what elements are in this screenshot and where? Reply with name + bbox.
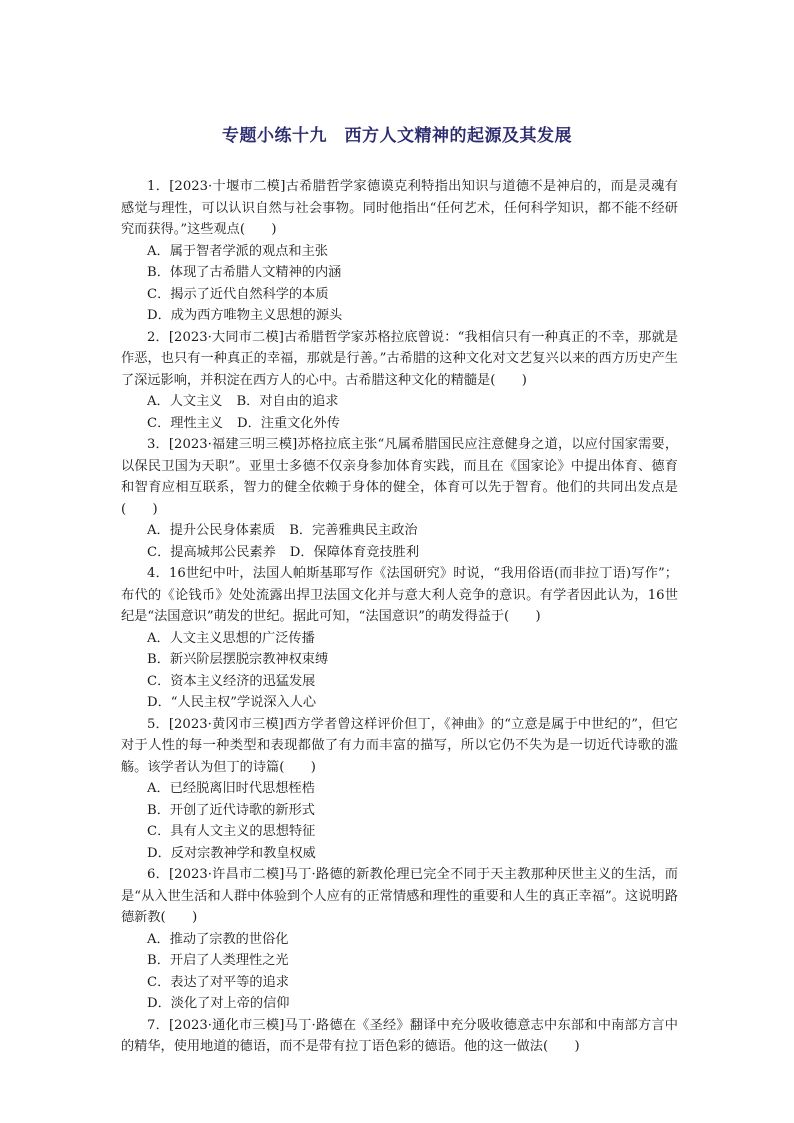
- option-d: D．反对宗教神学和教皇权威: [147, 845, 316, 861]
- option-b: B．体现了古希腊人文精神的内涵: [147, 265, 342, 280]
- option-d: D．注重文化外传: [237, 415, 340, 431]
- option-a: A．人文主义: [147, 394, 223, 409]
- option-c: C．提高城邦公民素养: [147, 544, 276, 560]
- question-5: [121, 714, 678, 865]
- question-stem: 4．16世纪中叶，法国人帕斯基耶写作《法国研究》时说，“我用俗语(而非拉丁语)写作”；布代的《论钱币》处处流露出捍卫法国文化并与意大利人竞争的意识。有学者因此认为，16世纪是“法国意识”萌发的世纪。据此可知，“法国意识”的萌发得益于( ): [121, 566, 678, 624]
- question-stem: 5．[2023·黄冈市三模]西方学者曾这样评价但丁，《神曲》的“立意是属于中世纪的”，但它对于人性的每一种类型和表现都做了有力而丰富的描写，所以它仍不失为是一切近代诗歌的滥觞。该学者认为但丁的诗篇( ): [121, 716, 678, 775]
- question-6: [121, 864, 678, 1015]
- option-a: A．属于智者学派的观点和主张: [147, 243, 328, 259]
- question-stem: 7．[2023·通化市三模]马丁·路德在《圣经》翻译中充分吸收德意志中东部和中南部方言中的精华，使用地道的德语，而不是带有拉丁语色彩的德语。他的这一做法( ): [121, 1017, 678, 1054]
- option-b: B．对自由的追求: [236, 394, 339, 409]
- option-c: C．资本主义经济的迅猛发展: [147, 673, 316, 689]
- option-b: B．新兴阶层摆脱宗教神权束缚: [147, 652, 329, 667]
- page-title: 专题小练十九 西方人文精神的起源及其发展: [222, 126, 572, 146]
- question-1: [121, 176, 678, 327]
- option-row: [121, 542, 678, 564]
- option-c: C．揭示了近代自然科学的本质: [147, 286, 329, 302]
- question-7: [121, 1015, 678, 1058]
- option-d: D．保障体育竞技胜利: [289, 544, 420, 560]
- option-a: A．推动了宗教的世俗化: [147, 931, 289, 947]
- question-stem: 6．[2023·许昌市二模]马丁·路德的新教伦理已完全不同于天主教那种厌世主义的生活，而是“从入世生活和人群中体验到个人应有的正常情感和理性的重要和人生的真正幸福”。这说明路德新教( ): [121, 867, 678, 925]
- option-row: [121, 413, 678, 435]
- question-3: [121, 434, 678, 563]
- option-b: B．开启了人类理性之光: [147, 953, 289, 968]
- option-b: B．开创了近代诗歌的新形式: [147, 802, 315, 818]
- option-row: [121, 391, 678, 413]
- question-stem: 3．[2023·福建三明三模]苏格拉底主张“凡属希腊国民应注意健身之道，以应付国家需要，以保民卫国为天职”。亚里士多德不仅亲身参加体育实践，而且在《国家论》中提出体育、德育和智育应相互联系，智力的健全依赖于身体的健全，体育可以先于智育。他们的共同出发点是( ): [121, 437, 678, 517]
- question-list: [121, 176, 678, 1058]
- option-a: A．提升公民身体素质: [147, 523, 276, 538]
- option-c: C．具有人文主义的思想特征: [147, 824, 316, 839]
- question-4: [121, 563, 678, 714]
- option-a: A．已经脱离旧时代思想桎梏: [147, 781, 315, 796]
- option-a: A．人文主义思想的广泛传播: [147, 630, 315, 646]
- option-row: [121, 520, 678, 542]
- option-c: C．理性主义: [147, 415, 224, 431]
- option-b: B．完善雅典民主政治: [289, 523, 418, 538]
- option-d: D．成为西方唯物主义思想的源头: [147, 308, 343, 323]
- question-stem: 2．[2023·大同市二模]古希腊哲学家苏格拉底曾说：“我相信只有一种真正的不幸，那就是作恶，也只有一种真正的幸福，那就是行善。”古希腊的这种文化对文艺复兴以来的西方历史产生了深远影响，并积淀在西方人的心中。古希腊这种文化的精髓是( ): [121, 329, 678, 388]
- option-d: D．“人民主权”学说深入人心: [147, 695, 317, 710]
- question-2: [121, 327, 678, 435]
- question-stem: 1．[2023·十堰市二模]古希腊哲学家德谟克利特指出知识与道德不是神启的，而是灵魂有感觉与理性，可以认识自然与社会事物。同时他指出“任何艺术，任何科学知识，都不能不经研究而获得。”这些观点( ): [121, 179, 678, 237]
- option-d: D．淡化了对上帝的信仰: [147, 996, 290, 1011]
- option-c: C．表达了对平等的追求: [147, 974, 289, 990]
